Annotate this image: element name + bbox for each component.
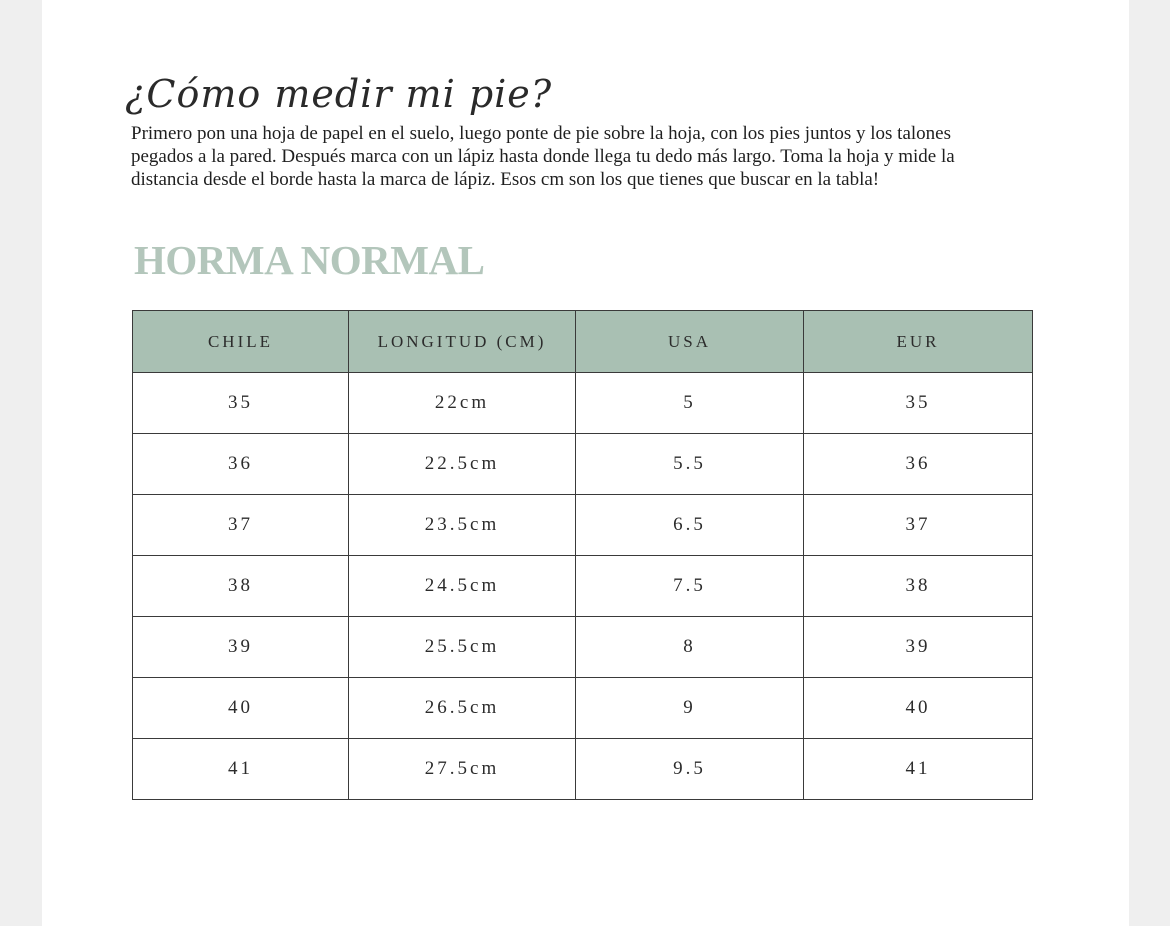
- page-heading: ¿Cómo medir mi pie?: [125, 72, 553, 116]
- table-row: [133, 617, 1033, 678]
- cell-longitud: 22cm: [349, 373, 576, 434]
- cell-usa: 9: [576, 678, 804, 739]
- cell-longitud: 26.5cm: [349, 678, 576, 739]
- cell-usa: 9.5: [576, 739, 804, 800]
- cell-chile: 41: [133, 739, 349, 800]
- header-eur: EUR: [804, 311, 1033, 373]
- cell-chile: 35: [133, 373, 349, 434]
- table-row: [133, 678, 1033, 739]
- cell-longitud: 23.5cm: [349, 495, 576, 556]
- cell-longitud: 25.5cm: [349, 617, 576, 678]
- table-row: [133, 739, 1033, 800]
- cell-longitud: 27.5cm: [349, 739, 576, 800]
- document-page: [42, 0, 1129, 926]
- instructions-paragraph: Primero pon una hoja de papel en el suelo, luego ponte de pie sobre la hoja, con los pies juntos y los talones pegados a la pared. Después marca con un lápiz hasta donde llega tu dedo más largo. Toma la hoja y mide la distancia desde el borde hasta la marca de lápiz. Esos cm son los que tienes que buscar en la tabla!: [131, 123, 955, 190]
- cell-chile: 37: [133, 495, 349, 556]
- header-chile: CHILE: [133, 311, 349, 373]
- section-title: HORMA NORMAL: [134, 237, 485, 283]
- cell-longitud: 24.5cm: [349, 556, 576, 617]
- cell-eur: 41: [804, 739, 1033, 800]
- cell-chile: 38: [133, 556, 349, 617]
- cell-usa: 6.5: [576, 495, 804, 556]
- cell-eur: 36: [804, 434, 1033, 495]
- cell-chile: 40: [133, 678, 349, 739]
- table-row: [133, 434, 1033, 495]
- cell-usa: 5.5: [576, 434, 804, 495]
- table-row: [133, 373, 1033, 434]
- cell-eur: 37: [804, 495, 1033, 556]
- cell-chile: 36: [133, 434, 349, 495]
- header-usa: USA: [576, 311, 804, 373]
- table-row: [133, 556, 1033, 617]
- header-longitud: LONGITUD (CM): [349, 311, 576, 373]
- size-table: [132, 310, 1033, 800]
- cell-longitud: 22.5cm: [349, 434, 576, 495]
- cell-eur: 38: [804, 556, 1033, 617]
- cell-usa: 5: [576, 373, 804, 434]
- cell-usa: 8: [576, 617, 804, 678]
- cell-eur: 39: [804, 617, 1033, 678]
- cell-eur: 40: [804, 678, 1033, 739]
- cell-eur: 35: [804, 373, 1033, 434]
- table-header-row: [133, 311, 1033, 373]
- table-row: [133, 495, 1033, 556]
- cell-usa: 7.5: [576, 556, 804, 617]
- cell-chile: 39: [133, 617, 349, 678]
